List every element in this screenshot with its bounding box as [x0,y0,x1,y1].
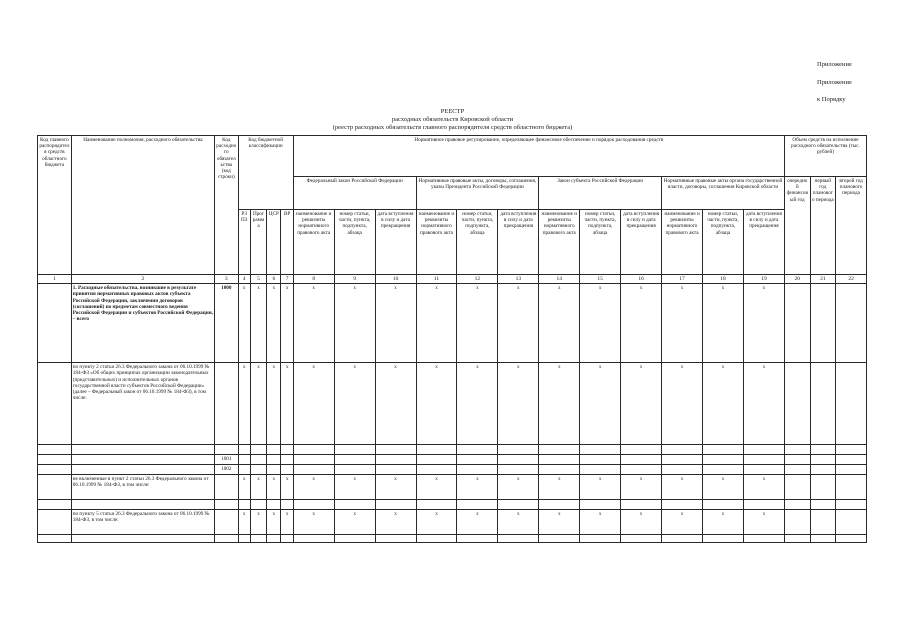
mark-cell: x [375,284,416,363]
mark-cell: x [293,284,334,363]
mark-cell: x [281,363,293,445]
col-head-federal-law: Федеральный закон Российской Федерации [293,177,416,210]
mark-cell: x [498,475,539,500]
col-head-current-year: очередной финансовый год [784,177,810,275]
table-row [38,535,867,543]
mark-cell: x [334,475,375,500]
col-number: 8 [293,275,334,284]
mark-cell: x [267,475,281,500]
col-head-subject-law: Закон субъекта Российской Федерации [539,177,662,210]
col-number: 9 [334,275,375,284]
column-number-row [38,275,867,284]
col-number: 17 [662,275,703,284]
col-number: 12 [457,275,498,284]
row-code: 1002 [215,465,239,475]
col-number: 20 [784,275,810,284]
col-number: 4 [238,275,250,284]
cell-empty [38,363,72,445]
col-number: 6 [267,275,281,284]
mark-cell: x [250,363,266,445]
mark-cell: x [662,363,703,445]
col-number: 10 [375,275,416,284]
mark-cell: x [250,284,266,363]
subhead-article: номер статьи, части, пункта, подпункта, абзаца [702,210,743,275]
col-head-legal: Нормативное правовое регулирование, определяющее финансовое обеспечение и порядок расходования средств [293,136,784,177]
register-subtitle-2: (реестр расходных обязательств главного распорядителя средств областного бюджета) [332,124,573,131]
mark-cell: x [375,363,416,445]
mark-cell: x [334,363,375,445]
col-number: 7 [281,275,293,284]
mark-cell: x [539,475,580,500]
col-head-csr: ЦСР [267,210,281,275]
mark-cell: x [281,284,293,363]
subhead-act-name: наименование и реквизиты нормативного правового акта [662,210,703,275]
mark-cell: x [539,284,580,363]
mark-cell: x [293,475,334,500]
mark-cell: x [267,284,281,363]
mark-cell: x [662,475,703,500]
register-title: РЕЕСТР [440,108,465,115]
row-label: по пункту 2 статьи 26.3 Федерального закона от 06.10.1999 № 184-ФЗ «Об общих принципах организации законодательных (представительных) и исполнительных органов государственной власти субъектов Российской Федерации» (далее – Федеральный закон от 06.10.1999 № 184-ФЗ), в том числе: [71,363,214,445]
mark-cell: x [334,284,375,363]
col-head-plan-year-2: второй год планового периода [836,177,867,275]
table-row [38,445,867,455]
cell-empty [836,284,867,363]
mark-cell: x [621,475,662,500]
appendix-label: Приложение [817,61,852,68]
col-head-plan-year-1: первый год планового периода [810,177,836,275]
cell-empty [38,510,72,535]
col-number: 3 [215,275,239,284]
col-head-rf-acts: Нормативные правовые акты, договоры, соглашения, указы Президента Российской Федерации [416,177,539,210]
mark-cell: x [238,363,250,445]
col-head-program: Программа [250,210,266,275]
col-number: 11 [416,275,457,284]
col-head-rz: РЗ ПЗ [238,210,250,275]
cell-empty [38,284,72,363]
mark-cell: x [580,363,621,445]
register-table [37,135,867,543]
table-row [38,510,867,535]
mark-cell: x [580,284,621,363]
mark-cell: x [539,363,580,445]
mark-cell: x [498,510,539,535]
mark-cell: x [250,510,266,535]
col-number: 1 [38,275,72,284]
cell-empty [784,363,810,445]
subhead-dates: дата вступления в силу и дата прекращения [621,210,662,275]
subhead-act-name: наименование и реквизиты нормативного правового акта [416,210,457,275]
mark-cell: x [743,363,784,445]
row-label: по пункту 5 статьи 26.3 Федерального закона от 06.10.1999 № 184-ФЗ, в том числе: [71,510,214,535]
mark-cell: x [250,475,266,500]
mark-cell: x [267,363,281,445]
col-number: 15 [580,275,621,284]
col-head-obligation-code: Код расходного обязательства (код строки) [215,136,239,275]
header-row-1 [38,136,867,177]
mark-cell: x [702,510,743,535]
mark-cell: x [457,363,498,445]
mark-cell: x [662,510,703,535]
table-row [38,363,867,445]
mark-cell: x [416,475,457,500]
col-number: 14 [539,275,580,284]
col-head-code: Код главного распорядителя средств областного бюджета [38,136,72,275]
subhead-act-name: наименование и реквизиты нормативного правового акта [293,210,334,275]
subhead-article: номер статьи, части, пункта, подпункта, абзаца [334,210,375,275]
mark-cell: x [416,363,457,445]
col-number: 18 [702,275,743,284]
row-label: 1. Расходные обязательства, возникшие в результате принятия нормативных правовых актов субъекта Российской Федерации, заключения договоров (соглашений) по предметам совместного ведения Российской Федерации и субъектов Российской Федерации, – всего [71,284,214,363]
col-head-vr: ВР [281,210,293,275]
mark-cell: x [498,284,539,363]
subhead-dates: дата вступления в силу и дата прекращения [498,210,539,275]
mark-cell: x [580,510,621,535]
col-head-volume: Объем средств на исполнение расходного обязательства (тыс. рублей) [784,136,866,177]
mark-cell: x [457,475,498,500]
mark-cell: x [375,475,416,500]
table-row [38,465,867,475]
mark-cell: x [580,475,621,500]
cell-empty [38,475,72,500]
col-number: 16 [621,275,662,284]
mark-cell: x [539,510,580,535]
mark-cell: x [743,475,784,500]
mark-cell: x [281,510,293,535]
mark-cell: x [238,510,250,535]
cell-empty [810,475,836,500]
mark-cell: x [238,284,250,363]
mark-cell: x [457,510,498,535]
table-row [38,284,867,363]
cell-empty [784,510,810,535]
mark-cell: x [238,475,250,500]
table-row [38,500,867,510]
appendix-label-2: Приложение [817,79,852,86]
col-number: 13 [498,275,539,284]
col-number: 22 [836,275,867,284]
procedure-label: к Порядку [817,96,846,103]
cell-empty [836,363,867,445]
cell-empty [215,363,239,445]
subhead-dates: дата вступления в силу и дата прекращения [375,210,416,275]
cell-empty [784,284,810,363]
cell-empty [215,475,239,500]
subhead-dates: дата вступления в силу и дата прекращения [743,210,784,275]
cell-empty [810,363,836,445]
cell-empty [215,510,239,535]
cell-empty [810,510,836,535]
row-label: не включенные в пункт 2 статьи 26.3 Федерального закона от 06.10.1999 № 184-ФЗ, в том числе: [71,475,214,500]
mark-cell: x [702,363,743,445]
register-subtitle: расходных обязательств Кировской области [391,116,514,123]
mark-cell: x [702,284,743,363]
mark-cell: x [457,284,498,363]
mark-cell: x [293,510,334,535]
mark-cell: x [334,510,375,535]
subhead-article: номер статьи, части, пункта, подпункта, абзаца [457,210,498,275]
mark-cell: x [621,284,662,363]
cell-empty [836,510,867,535]
col-number: 5 [250,275,266,284]
mark-cell: x [743,510,784,535]
mark-cell: x [702,475,743,500]
mark-cell: x [416,284,457,363]
mark-cell: x [267,510,281,535]
mark-cell: x [416,510,457,535]
cell-empty [784,475,810,500]
mark-cell: x [375,510,416,535]
col-number: 2 [71,275,214,284]
cell-empty [836,475,867,500]
mark-cell: x [621,363,662,445]
mark-cell: x [621,510,662,535]
row-code: 1000 [215,284,239,363]
col-head-region-acts: Нормативные правовые акты органа государственной власти, договоры, соглашения Кировской области [662,177,785,210]
mark-cell: x [743,284,784,363]
mark-cell: x [281,475,293,500]
row-code: 1001 [215,455,239,465]
col-number: 19 [743,275,784,284]
col-head-name: Наименование полномочия, расходного обязательства [71,136,214,275]
subhead-act-name: наименование и реквизиты нормативного правового акта [539,210,580,275]
mark-cell: x [293,363,334,445]
mark-cell: x [662,284,703,363]
subhead-article: номер статьи, части, пункта, подпункта, абзаца [580,210,621,275]
table-row [38,475,867,500]
col-number: 21 [810,275,836,284]
table-row [38,455,867,465]
cell-empty [810,284,836,363]
col-head-budget-code: Код бюджетной классификации [238,136,293,210]
mark-cell: x [498,363,539,445]
